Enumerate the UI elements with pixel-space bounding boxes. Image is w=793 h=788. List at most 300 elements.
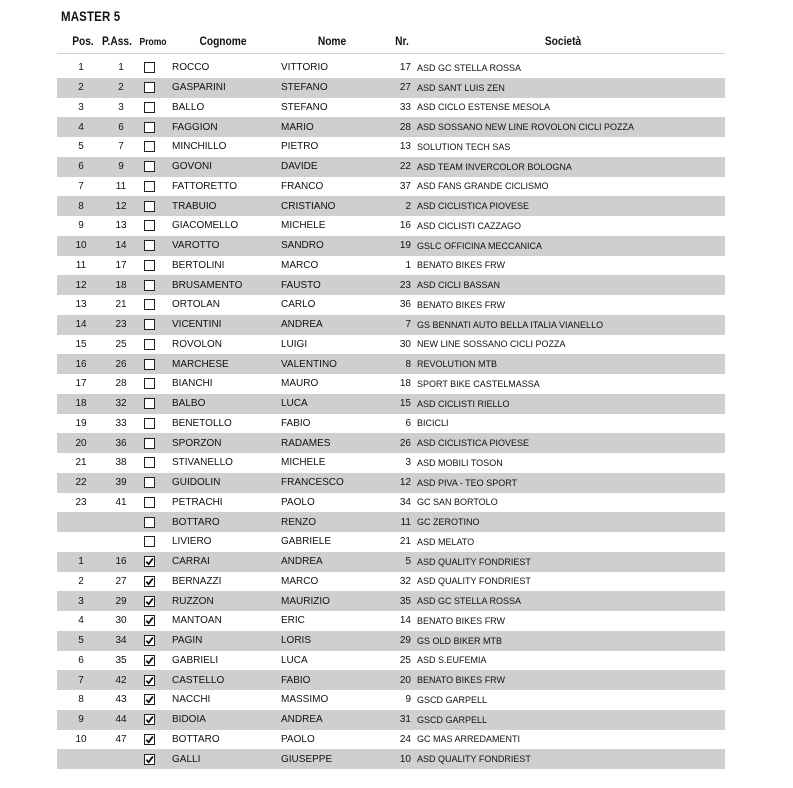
team-cell: ASD CICLO ESTENSE MESOLA — [417, 102, 551, 113]
position-cell: 8 — [78, 694, 84, 706]
surname-cell: GOVONI — [172, 161, 213, 173]
first-name-cell: MICHELE — [281, 220, 326, 232]
team-cell: ASD QUALITY FONDRIEST — [417, 754, 531, 765]
promo-checkbox[interactable] — [144, 754, 155, 765]
promo-cell — [142, 137, 156, 157]
surname-cell: PAGIN — [172, 635, 203, 647]
promo-checkbox[interactable] — [144, 714, 155, 725]
overall-position-cell — [105, 512, 137, 532]
surname-cell: GASPARINI — [172, 82, 226, 94]
position-cell: 4 — [78, 615, 84, 627]
overall-position-cell: 12 — [115, 200, 127, 212]
checkmark-icon — [145, 616, 154, 625]
overall-position-cell: 47 — [115, 733, 127, 745]
bib-number-cell: 28 — [399, 121, 411, 133]
surname-cell: BOTTARO — [172, 516, 220, 528]
surname-cell: RUZZON — [172, 595, 214, 607]
first-name-cell: LUCA — [281, 654, 308, 666]
bib-number-cell: 17 — [399, 62, 411, 74]
promo-checkbox[interactable] — [144, 299, 155, 310]
overall-position-cell: 17 — [115, 259, 127, 271]
promo-cell — [142, 177, 156, 197]
overall-position-cell: 28 — [115, 378, 127, 390]
first-name-cell: LUIGI — [281, 338, 308, 350]
promo-checkbox[interactable] — [144, 497, 155, 508]
team-cell: ASD CICLI BASSAN — [417, 280, 501, 291]
promo-checkbox[interactable] — [144, 240, 155, 251]
position-cell: 6 — [78, 654, 84, 666]
table-row — [57, 374, 725, 394]
team-cell: ASD FANS GRANDE CICLISMO — [417, 181, 549, 192]
table-row — [57, 631, 725, 651]
first-name-cell: PAOLO — [281, 733, 315, 745]
bib-number-cell: 12 — [399, 477, 411, 489]
first-name-cell: DAVIDE — [281, 161, 318, 173]
surname-cell: PETRACHI — [172, 496, 223, 508]
first-name-cell: LORIS — [281, 635, 312, 647]
overall-position-cell: 42 — [115, 674, 127, 686]
bib-number-cell: 31 — [399, 714, 411, 726]
bib-number-cell: 35 — [399, 595, 411, 607]
bib-number-cell: 26 — [399, 437, 411, 449]
promo-checkbox[interactable] — [144, 82, 155, 93]
table-row — [57, 256, 725, 276]
position-cell: 3 — [78, 595, 84, 607]
first-name-cell: SANDRO — [281, 240, 324, 252]
overall-position-cell: 13 — [115, 220, 127, 232]
promo-checkbox[interactable] — [144, 576, 155, 587]
page-title: MASTER 5 — [61, 8, 121, 24]
header-nome: Nome — [317, 34, 347, 48]
position-cell: 11 — [75, 259, 87, 271]
table-row — [57, 58, 725, 78]
table-row — [57, 295, 725, 315]
promo-cell — [142, 512, 156, 532]
promo-checkbox[interactable] — [144, 378, 155, 389]
surname-cell: GABRIELI — [172, 654, 219, 666]
first-name-cell: VALENTINO — [281, 358, 337, 370]
promo-cell — [142, 157, 156, 177]
table-row — [57, 394, 725, 414]
table-row — [57, 532, 725, 552]
header-nr: Nr. — [395, 34, 409, 48]
surname-cell: BIDOIA — [172, 714, 206, 726]
checkmark-icon — [145, 656, 154, 665]
position-cell: 18 — [75, 398, 87, 410]
bib-number-cell: 16 — [399, 220, 411, 232]
surname-cell: GALLI — [172, 753, 201, 765]
overall-position-cell: 11 — [115, 180, 127, 192]
overall-position-cell: 6 — [118, 121, 124, 133]
position-cell: 1 — [78, 556, 84, 568]
promo-checkbox[interactable] — [144, 615, 155, 626]
position-cell: 10 — [75, 240, 87, 252]
team-cell: BICICLI — [417, 418, 449, 429]
bib-number-cell: 1 — [405, 259, 411, 271]
promo-cell — [142, 690, 156, 710]
checkmark-icon — [145, 695, 154, 704]
checkmark-icon — [145, 715, 154, 724]
first-name-cell: MARCO — [281, 575, 319, 587]
surname-cell: BRUSAMENTO — [172, 279, 243, 291]
surname-cell: BENETOLLO — [172, 417, 232, 429]
promo-checkbox[interactable] — [144, 734, 155, 745]
promo-checkbox[interactable] — [144, 62, 155, 73]
first-name-cell: PIETRO — [281, 141, 319, 153]
position-cell: 20 — [75, 437, 87, 449]
bib-number-cell: 34 — [399, 496, 411, 508]
promo-cell — [142, 335, 156, 355]
first-name-cell: GIUSEPPE — [281, 753, 333, 765]
bib-number-cell: 36 — [399, 299, 411, 311]
bib-number-cell: 33 — [399, 101, 411, 113]
bib-number-cell: 19 — [399, 240, 411, 252]
bib-number-cell: 5 — [405, 556, 411, 568]
team-cell: BENATO BIKES FRW — [417, 615, 506, 626]
promo-checkbox[interactable] — [144, 418, 155, 429]
first-name-cell: CRISTIANO — [281, 200, 336, 212]
table-row — [57, 591, 725, 611]
table-row — [57, 670, 725, 690]
surname-cell: CARRAI — [172, 556, 210, 568]
checkmark-icon — [145, 735, 154, 744]
overall-position-cell: 44 — [115, 714, 127, 726]
table-row — [57, 98, 725, 118]
promo-checkbox[interactable] — [144, 556, 155, 567]
team-cell: ASD SANT LUIS ZEN — [417, 82, 505, 93]
first-name-cell: FABIO — [281, 417, 311, 429]
surname-cell: FATTORETTO — [172, 180, 238, 192]
surname-cell: MINCHILLO — [172, 141, 227, 153]
team-cell: ASD GC STELLA ROSSA — [417, 596, 522, 607]
bib-number-cell: 6 — [405, 417, 411, 429]
table-row — [57, 572, 725, 592]
position-cell: 23 — [75, 496, 87, 508]
position-cell — [57, 749, 105, 769]
promo-checkbox[interactable] — [144, 675, 155, 686]
first-name-cell: LUCA — [281, 398, 308, 410]
checkmark-icon — [145, 577, 154, 586]
overall-position-cell: 14 — [115, 240, 127, 252]
team-cell: ASD GC STELLA ROSSA — [417, 62, 522, 73]
promo-cell — [142, 196, 156, 216]
first-name-cell: MASSIMO — [281, 694, 329, 706]
table-row — [57, 414, 725, 434]
bib-number-cell: 7 — [405, 319, 411, 331]
position-cell: 7 — [78, 180, 84, 192]
bib-number-cell: 25 — [399, 654, 411, 666]
header-divider — [57, 53, 725, 54]
promo-cell — [142, 256, 156, 276]
bib-number-cell: 29 — [399, 635, 411, 647]
promo-checkbox[interactable] — [144, 161, 155, 172]
overall-position-cell: 7 — [118, 141, 124, 153]
team-cell: ASD CICLISTI RIELLO — [417, 398, 510, 409]
table-row — [57, 157, 725, 177]
team-cell: ASD CICLISTICA PIOVESE — [417, 438, 530, 449]
team-cell: ASD MOBILI TOSON — [417, 457, 503, 468]
team-cell: ASD QUALITY FONDRIEST — [417, 556, 531, 567]
promo-cell — [142, 433, 156, 453]
promo-cell — [142, 611, 156, 631]
promo-cell — [142, 493, 156, 513]
overall-position-cell: 9 — [118, 161, 124, 173]
position-cell: 5 — [78, 635, 84, 647]
surname-cell: BALLO — [172, 101, 205, 113]
promo-cell — [142, 552, 156, 572]
first-name-cell: FAUSTO — [281, 279, 321, 291]
surname-cell: BIANCHI — [172, 378, 213, 390]
surname-cell: MARCHESE — [172, 358, 229, 370]
overall-position-cell: 16 — [115, 556, 127, 568]
promo-cell — [142, 374, 156, 394]
promo-checkbox[interactable] — [144, 122, 155, 133]
surname-cell: VICENTINI — [172, 319, 222, 331]
promo-cell — [142, 591, 156, 611]
team-cell: ASD QUALITY FONDRIEST — [417, 576, 531, 587]
overall-position-cell — [105, 749, 137, 769]
position-cell: 6 — [78, 161, 84, 173]
first-name-cell: ANDREA — [281, 319, 323, 331]
promo-checkbox[interactable] — [144, 339, 155, 350]
promo-cell — [142, 236, 156, 256]
overall-position-cell: 38 — [115, 457, 127, 469]
team-cell: SOLUTION TECH SAS — [417, 141, 511, 152]
promo-cell — [142, 651, 156, 671]
table-row — [57, 78, 725, 98]
overall-position-cell: 21 — [115, 299, 127, 311]
position-cell: 21 — [75, 457, 87, 469]
table-row — [57, 117, 725, 137]
position-cell: 10 — [75, 733, 87, 745]
position-cell: 9 — [78, 714, 84, 726]
bib-number-cell: 10 — [399, 753, 411, 765]
promo-cell — [142, 414, 156, 434]
table-row — [57, 512, 725, 532]
surname-cell: ORTOLAN — [172, 299, 220, 311]
table-row — [57, 433, 725, 453]
promo-checkbox[interactable] — [144, 536, 155, 547]
team-cell: ASD S.EUFEMIA — [417, 655, 487, 666]
promo-checkbox[interactable] — [144, 635, 155, 646]
surname-cell: BOTTARO — [172, 733, 220, 745]
promo-checkbox[interactable] — [144, 517, 155, 528]
position-cell: 7 — [78, 674, 84, 686]
surname-cell: BERTOLINI — [172, 259, 225, 271]
surname-cell: TRABUIO — [172, 200, 217, 212]
first-name-cell: RADAMES — [281, 437, 331, 449]
overall-position-cell: 33 — [115, 417, 127, 429]
checkmark-icon — [145, 755, 154, 764]
overall-position-cell: 32 — [115, 398, 127, 410]
table-row — [57, 611, 725, 631]
bib-number-cell: 24 — [399, 733, 411, 745]
first-name-cell: MARIO — [281, 121, 314, 133]
table-row — [57, 177, 725, 197]
first-name-cell: ERIC — [281, 615, 305, 627]
promo-checkbox[interactable] — [144, 201, 155, 212]
promo-cell — [142, 710, 156, 730]
surname-cell: BERNAZZI — [172, 575, 222, 587]
table-row — [57, 710, 725, 730]
promo-cell — [142, 532, 156, 552]
bib-number-cell: 37 — [399, 180, 411, 192]
promo-checkbox[interactable] — [144, 181, 155, 192]
team-cell: ASD TEAM INVERCOLOR BOLOGNA — [417, 161, 572, 172]
team-cell: GS BENNATI AUTO BELLA ITALIA VIANELLO — [417, 319, 604, 330]
bib-number-cell: 21 — [399, 536, 411, 548]
overall-position-cell: 3 — [118, 101, 124, 113]
table-row — [57, 216, 725, 236]
surname-cell: ROVOLON — [172, 338, 223, 350]
team-cell: REVOLUTION MTB — [417, 359, 498, 370]
table-row — [57, 552, 725, 572]
promo-cell — [142, 216, 156, 236]
surname-cell: GIACOMELLO — [172, 220, 239, 232]
promo-cell — [142, 295, 156, 315]
promo-checkbox[interactable] — [144, 457, 155, 468]
promo-checkbox[interactable] — [144, 359, 155, 370]
promo-checkbox[interactable] — [144, 694, 155, 705]
table-row — [57, 354, 725, 374]
header-societa: Società — [544, 34, 582, 48]
surname-cell: ROCCO — [172, 62, 210, 74]
bib-number-cell: 22 — [399, 161, 411, 173]
checkmark-icon — [145, 676, 154, 685]
promo-cell — [142, 631, 156, 651]
table-row — [57, 137, 725, 157]
promo-cell — [142, 78, 156, 98]
team-cell: BENATO BIKES FRW — [417, 260, 506, 271]
checkmark-icon — [145, 597, 154, 606]
promo-cell — [142, 749, 156, 769]
promo-cell — [142, 58, 156, 78]
table-row — [57, 196, 725, 216]
promo-cell — [142, 394, 156, 414]
checkmark-icon — [145, 636, 154, 645]
team-cell: NEW LINE SOSSANO CICLI POZZA — [417, 339, 566, 350]
position-cell: 17 — [75, 378, 87, 390]
promo-checkbox[interactable] — [144, 438, 155, 449]
position-cell: 2 — [78, 82, 84, 94]
team-cell: ASD MELATO — [417, 536, 475, 547]
table-row — [57, 690, 725, 710]
overall-position-cell: 35 — [115, 654, 127, 666]
promo-checkbox[interactable] — [144, 220, 155, 231]
promo-cell — [142, 572, 156, 592]
promo-checkbox[interactable] — [144, 655, 155, 666]
promo-cell — [142, 730, 156, 750]
overall-position-cell — [105, 532, 137, 552]
overall-position-cell: 23 — [115, 319, 127, 331]
first-name-cell: STEFANO — [281, 101, 328, 113]
bib-number-cell: 30 — [399, 338, 411, 350]
surname-cell: VAROTTO — [172, 240, 220, 252]
bib-number-cell: 11 — [400, 516, 411, 528]
position-cell: 9 — [78, 220, 84, 232]
header-pos: Pos. — [72, 34, 94, 48]
promo-checkbox[interactable] — [144, 280, 155, 291]
position-cell: 1 — [78, 62, 84, 74]
surname-cell: GUIDOLIN — [172, 477, 221, 489]
promo-cell — [142, 275, 156, 295]
promo-cell — [142, 315, 156, 335]
position-cell: 3 — [78, 101, 84, 113]
first-name-cell: MARCO — [281, 259, 319, 271]
first-name-cell: FRANCO — [281, 180, 324, 192]
promo-checkbox[interactable] — [144, 102, 155, 113]
first-name-cell: MAURIZIO — [281, 595, 330, 607]
position-cell: 22 — [75, 477, 87, 489]
surname-cell: NACCHI — [172, 694, 211, 706]
team-cell: ASD CICLISTICA PIOVESE — [417, 201, 530, 212]
promo-checkbox[interactable] — [144, 398, 155, 409]
overall-position-cell: 18 — [115, 279, 127, 291]
promo-cell — [142, 354, 156, 374]
promo-checkbox[interactable] — [144, 319, 155, 330]
surname-cell: LIVIERO — [172, 536, 212, 548]
overall-position-cell: 39 — [115, 477, 127, 489]
table-row — [57, 473, 725, 493]
overall-position-cell: 29 — [115, 595, 127, 607]
bib-number-cell: 18 — [399, 378, 411, 390]
header-pass: P.Ass. — [102, 34, 132, 48]
bib-number-cell: 23 — [399, 279, 411, 291]
promo-cell — [142, 117, 156, 137]
overall-position-cell: 36 — [115, 437, 127, 449]
promo-cell — [142, 453, 156, 473]
results-table — [57, 58, 725, 769]
table-row — [57, 453, 725, 473]
bib-number-cell: 13 — [399, 141, 411, 153]
bib-number-cell: 3 — [405, 457, 411, 469]
team-cell: GSCD GARPELL — [417, 714, 488, 725]
position-cell: 19 — [75, 417, 87, 429]
position-cell — [57, 532, 105, 552]
bib-number-cell: 15 — [399, 398, 411, 410]
surname-cell: STIVANELLO — [172, 457, 233, 469]
table-row — [57, 493, 725, 513]
position-cell: 12 — [75, 279, 87, 291]
table-row — [57, 651, 725, 671]
first-name-cell: MAURO — [281, 378, 319, 390]
table-row — [57, 730, 725, 750]
promo-cell — [142, 98, 156, 118]
table-row — [57, 275, 725, 295]
first-name-cell: GABRIELE — [281, 536, 332, 548]
promo-checkbox[interactable] — [144, 596, 155, 607]
position-cell: 4 — [78, 121, 84, 133]
header-promo: Promo — [139, 37, 167, 48]
team-cell: GC SAN BORTOLO — [417, 497, 498, 508]
first-name-cell: CARLO — [281, 299, 316, 311]
promo-cell — [142, 473, 156, 493]
promo-checkbox[interactable] — [144, 141, 155, 152]
overall-position-cell: 27 — [115, 575, 127, 587]
promo-cell — [142, 670, 156, 690]
position-cell: 14 — [75, 319, 87, 331]
promo-checkbox[interactable] — [144, 260, 155, 271]
position-cell: 15 — [75, 338, 87, 350]
bib-number-cell: 2 — [405, 200, 411, 212]
first-name-cell: ANDREA — [281, 556, 323, 568]
table-row — [57, 749, 725, 769]
first-name-cell: STEFANO — [281, 82, 328, 94]
first-name-cell: MICHELE — [281, 457, 326, 469]
position-cell: 8 — [78, 200, 84, 212]
promo-checkbox[interactable] — [144, 477, 155, 488]
first-name-cell: FRANCESCO — [281, 477, 344, 489]
